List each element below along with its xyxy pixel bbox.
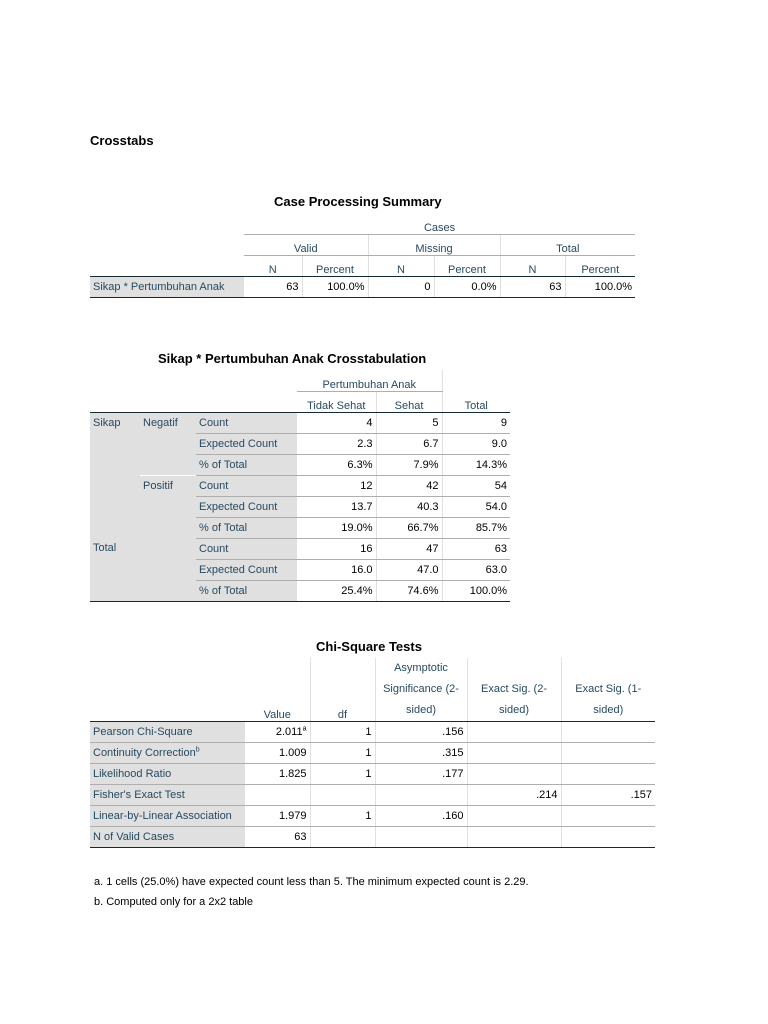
- cell: .177: [375, 764, 467, 785]
- cell: 14.3%: [442, 454, 510, 475]
- cell: [467, 827, 561, 848]
- cell: 12: [297, 475, 376, 496]
- cell: 47: [376, 538, 442, 559]
- col-header: Exact Sig. (1-sided): [561, 658, 655, 722]
- stat-label: Expected Count: [196, 496, 297, 517]
- stat-label: Count: [196, 538, 297, 559]
- cell: 100.0%: [565, 276, 635, 297]
- cell: 1: [310, 743, 375, 764]
- cell: 1: [310, 764, 375, 785]
- cell: [467, 806, 561, 827]
- stat-label: Expected Count: [196, 559, 297, 580]
- chisquare-table: [90, 658, 655, 848]
- case-summary-title: Case Processing Summary: [274, 194, 442, 209]
- footnote-a: a. 1 cells (25.0%) have expected count less than 5. The minimum expected count is 2.29.: [94, 876, 529, 888]
- cell: 2.011$^a$: [245, 722, 310, 743]
- col-header: Sehat: [376, 391, 442, 412]
- row-var-label: Sikap: [90, 412, 140, 538]
- crosstab-table: [90, 370, 510, 602]
- cell: 9.0: [442, 433, 510, 454]
- row-label: Fisher's Exact Test: [90, 785, 245, 806]
- cell: 47.0: [376, 559, 442, 580]
- cell: 85.7%: [442, 517, 510, 538]
- cell: 6.3%: [297, 454, 376, 475]
- cell: 1.825: [245, 764, 310, 785]
- total-label: Total: [90, 538, 196, 601]
- cell: .157: [561, 785, 655, 806]
- cell: 4: [297, 412, 376, 433]
- cell: [561, 827, 655, 848]
- cell: 63.0: [442, 559, 510, 580]
- cell: [375, 785, 467, 806]
- group-label: Negatif: [140, 412, 196, 475]
- cell: 1.979: [245, 806, 310, 827]
- col-percent: Percent: [302, 255, 368, 276]
- cell: 74.6%: [376, 580, 442, 601]
- total-header: Total: [500, 234, 635, 255]
- cell: 1: [310, 722, 375, 743]
- row-label: Likelihood Ratio: [90, 764, 245, 785]
- col-n: N: [368, 255, 434, 276]
- chisquare-title: Chi-Square Tests: [316, 639, 422, 654]
- row-label: Pearson Chi-Square: [90, 722, 245, 743]
- cell: .214: [467, 785, 561, 806]
- row-label: Continuity Correction$^b$: [90, 743, 245, 764]
- cell: [561, 722, 655, 743]
- cell: [310, 785, 375, 806]
- valid-header: Valid: [244, 234, 368, 255]
- cell: 42: [376, 475, 442, 496]
- cases-header: Cases: [244, 213, 635, 234]
- cell: 6.7: [376, 433, 442, 454]
- cell: 40.3: [376, 496, 442, 517]
- cell: 7.9%: [376, 454, 442, 475]
- cell: [310, 827, 375, 848]
- row-label: Linear-by-Linear Association: [90, 806, 245, 827]
- cell: 100.0%: [302, 276, 368, 297]
- col-header: Asymptotic Significance (2-sided): [375, 658, 467, 722]
- col-n: N: [500, 255, 565, 276]
- row-label: Sikap * Pertumbuhan Anak: [90, 276, 244, 297]
- cell: 54: [442, 475, 510, 496]
- cell: .315: [375, 743, 467, 764]
- cell: 1.009: [245, 743, 310, 764]
- col-header: df: [310, 658, 375, 722]
- cell: 13.7: [297, 496, 376, 517]
- cell: [467, 764, 561, 785]
- stat-label: Count: [196, 475, 297, 496]
- cell: [467, 722, 561, 743]
- col-group-header: Pertumbuhan Anak: [297, 370, 442, 391]
- cell: 66.7%: [376, 517, 442, 538]
- col-percent: Percent: [434, 255, 500, 276]
- footnote-b: b. Computed only for a 2x2 table: [94, 896, 253, 908]
- cell: 63: [442, 538, 510, 559]
- stat-label: % of Total: [196, 454, 297, 475]
- cell: .156: [375, 722, 467, 743]
- cell: 2.3: [297, 433, 376, 454]
- col-header: Exact Sig. (2-sided): [467, 658, 561, 722]
- cell: 0.0%: [434, 276, 500, 297]
- page-heading: Crosstabs: [90, 133, 154, 148]
- cell: 63: [500, 276, 565, 297]
- cell: 1: [310, 806, 375, 827]
- case-summary-table: [90, 213, 635, 298]
- stat-label: % of Total: [196, 580, 297, 601]
- missing-header: Missing: [368, 234, 500, 255]
- group-label: Positif: [140, 475, 196, 538]
- cell: [245, 785, 310, 806]
- col-header: Tidak Sehat: [297, 391, 376, 412]
- cell: 0: [368, 276, 434, 297]
- col-n: N: [244, 255, 302, 276]
- cell: 9: [442, 412, 510, 433]
- cell: [561, 806, 655, 827]
- cell: .160: [375, 806, 467, 827]
- cell: 19.0%: [297, 517, 376, 538]
- cell: 16: [297, 538, 376, 559]
- cell: 100.0%: [442, 580, 510, 601]
- stat-label: Expected Count: [196, 433, 297, 454]
- row-label: N of Valid Cases: [90, 827, 245, 848]
- stat-label: Count: [196, 412, 297, 433]
- stat-label: % of Total: [196, 517, 297, 538]
- cell: [467, 743, 561, 764]
- cell: 25.4%: [297, 580, 376, 601]
- col-percent: Percent: [565, 255, 635, 276]
- cell: [561, 743, 655, 764]
- cell: [561, 764, 655, 785]
- cell: 5: [376, 412, 442, 433]
- col-header: Total: [442, 391, 510, 412]
- col-header: Value: [245, 658, 310, 722]
- cell: [375, 827, 467, 848]
- cell: 63: [244, 276, 302, 297]
- cell: 16.0: [297, 559, 376, 580]
- cell: 63: [245, 827, 310, 848]
- cell: 54.0: [442, 496, 510, 517]
- crosstab-title: Sikap * Pertumbuhan Anak Crosstabulation: [158, 351, 427, 366]
